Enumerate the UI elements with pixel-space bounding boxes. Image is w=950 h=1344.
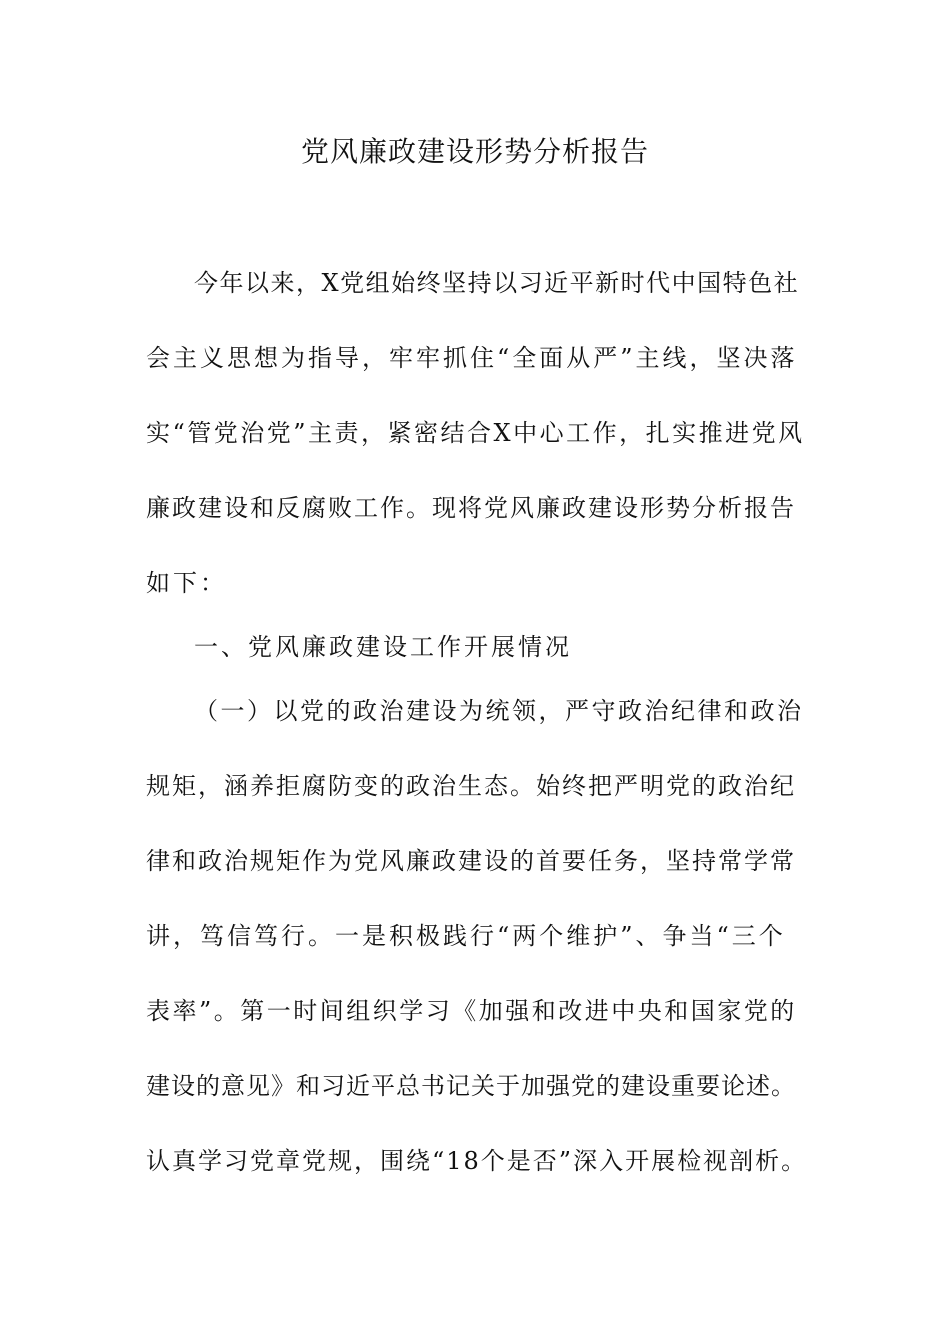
paragraph-line: 实“管党治党”主责，紧密结合X中心工作，扎实推进党风 bbox=[146, 419, 805, 447]
section-heading: 一、党风廉政建设工作开展情况 bbox=[194, 633, 572, 661]
paragraph-line: 律和政治规矩作为党风廉政建设的首要任务，坚持常学常 bbox=[146, 847, 796, 875]
paragraph-line: 廉政建设和反腐败工作。现将党风廉政建设形势分析报告 bbox=[146, 494, 796, 522]
paragraph-line: 今年以来，X党组始终坚持以习近平新时代中国特色社 bbox=[194, 269, 800, 297]
paragraph-line: 规矩，涵养拒腐防变的政治生态。始终把严明党的政治纪 bbox=[146, 772, 796, 800]
document-title: 党风廉政建设形势分析报告 bbox=[300, 135, 649, 168]
paragraph-line: 讲，笃信笃行。一是积极践行“两个维护”、争当“三个 bbox=[146, 922, 786, 950]
paragraph-line: 建设的意见》和习近平总书记关于加强党的建设重要论述。 bbox=[146, 1072, 796, 1100]
paragraph-line: 表率”。第一时间组织学习《加强和改进中央和国家党的 bbox=[146, 997, 797, 1025]
paragraph-line: （一）以党的政治建设为统领，严守政治纪律和政治 bbox=[194, 697, 804, 725]
paragraph-line: 会主义思想为指导，牢牢抓住“全面从严”主线，坚决落 bbox=[146, 344, 798, 372]
paragraph-line: 认真学习党章党规，围绕“18个是否”深入开展检视剖析。 bbox=[146, 1147, 808, 1175]
paragraph-line: 如下： bbox=[146, 569, 227, 597]
